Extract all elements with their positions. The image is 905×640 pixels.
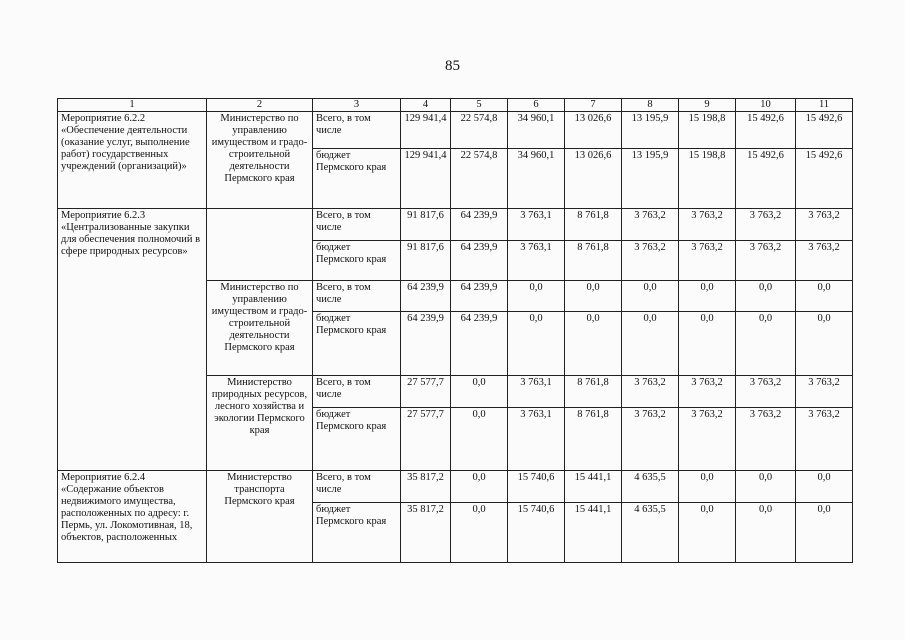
value-cell: 0,0 — [451, 471, 508, 503]
value-cell: 22 574,8 — [451, 112, 508, 149]
value-cell: 34 960,1 — [508, 149, 565, 209]
value-cell: 15 441,1 — [565, 471, 622, 503]
value-cell: 0,0 — [679, 312, 736, 376]
value-cell: 35 817,2 — [401, 471, 451, 503]
value-cell: 4 635,5 — [622, 503, 679, 563]
source-budget: бюджет Пермского края — [313, 312, 401, 376]
source-budget: бюджет Пермского края — [313, 149, 401, 209]
executor-resources-ministry: Министерство природных ресурсов, лесного хозяйства и экологии Пермского края — [207, 376, 313, 471]
value-cell: 0,0 — [565, 312, 622, 376]
value-cell: 0,0 — [451, 408, 508, 471]
value-cell: 13 195,9 — [622, 149, 679, 209]
value-cell: 64 239,9 — [401, 312, 451, 376]
value-cell: 64 239,9 — [401, 281, 451, 312]
value-cell: 91 817,6 — [401, 209, 451, 241]
value-cell: 0,0 — [796, 281, 853, 312]
table-row — [58, 471, 853, 503]
value-cell: 22 574,8 — [451, 149, 508, 209]
value-cell: 0,0 — [622, 312, 679, 376]
value-cell: 0,0 — [796, 312, 853, 376]
measure-6-2-2: Мероприятие 6.2.2 «Обеспечение деятельности (оказание услуг, выполнение работ) государственных учреждений (организаций)» — [58, 112, 207, 209]
value-cell: 0,0 — [796, 471, 853, 503]
value-cell: 64 239,9 — [451, 241, 508, 281]
value-cell: 0,0 — [508, 281, 565, 312]
header-cell: 9 — [679, 99, 736, 112]
value-cell: 3 763,2 — [679, 209, 736, 241]
value-cell: 3 763,2 — [622, 241, 679, 281]
value-cell: 0,0 — [796, 503, 853, 563]
value-cell: 27 577,7 — [401, 408, 451, 471]
value-cell: 3 763,2 — [796, 408, 853, 471]
value-cell: 8 761,8 — [565, 376, 622, 408]
value-cell: 0,0 — [736, 471, 796, 503]
value-cell: 64 239,9 — [451, 209, 508, 241]
value-cell: 13 026,6 — [565, 112, 622, 149]
value-cell: 8 761,8 — [565, 209, 622, 241]
value-cell: 3 763,1 — [508, 376, 565, 408]
header-cell: 7 — [565, 99, 622, 112]
value-cell: 64 239,9 — [451, 312, 508, 376]
value-cell: 3 763,2 — [622, 209, 679, 241]
header-cell: 1 — [58, 99, 207, 112]
value-cell: 15 740,6 — [508, 503, 565, 563]
value-cell: 0,0 — [679, 503, 736, 563]
value-cell: 27 577,7 — [401, 376, 451, 408]
value-cell: 91 817,6 — [401, 241, 451, 281]
value-cell: 0,0 — [508, 312, 565, 376]
value-cell: 3 763,2 — [679, 408, 736, 471]
value-cell: 15 740,6 — [508, 471, 565, 503]
value-cell: 129 941,4 — [401, 112, 451, 149]
header-cell: 8 — [622, 99, 679, 112]
value-cell: 3 763,1 — [508, 209, 565, 241]
value-cell: 64 239,9 — [451, 281, 508, 312]
header-cell: 2 — [207, 99, 313, 112]
value-cell: 3 763,2 — [622, 408, 679, 471]
source-total: Всего, в том числе — [313, 376, 401, 408]
table-row — [58, 112, 853, 149]
source-total: Всего, в том числе — [313, 209, 401, 241]
budget-table — [57, 98, 853, 563]
value-cell: 3 763,2 — [796, 241, 853, 281]
header-cell: 5 — [451, 99, 508, 112]
table-row — [58, 209, 853, 241]
page-number: 85 — [445, 58, 460, 74]
source-budget: бюджет Пермского края — [313, 241, 401, 281]
value-cell: 34 960,1 — [508, 112, 565, 149]
value-cell: 3 763,2 — [796, 376, 853, 408]
value-cell: 15 492,6 — [796, 112, 853, 149]
value-cell: 15 492,6 — [796, 149, 853, 209]
header-cell: 4 — [401, 99, 451, 112]
value-cell: 0,0 — [736, 281, 796, 312]
value-cell: 15 492,6 — [736, 112, 796, 149]
source-total: Всего, в том числе — [313, 471, 401, 503]
value-cell: 3 763,2 — [736, 376, 796, 408]
value-cell: 0,0 — [679, 281, 736, 312]
header-cell: 10 — [736, 99, 796, 112]
value-cell: 0,0 — [622, 281, 679, 312]
value-cell: 3 763,2 — [736, 209, 796, 241]
value-cell: 15 492,6 — [736, 149, 796, 209]
header-cell: 3 — [313, 99, 401, 112]
value-cell: 4 635,5 — [622, 471, 679, 503]
value-cell: 0,0 — [736, 312, 796, 376]
executor-transport-ministry: Министерство транспорта Пермского края — [207, 471, 313, 563]
value-cell: 15 441,1 — [565, 503, 622, 563]
value-cell: 0,0 — [736, 503, 796, 563]
source-budget: бюджет Пермского края — [313, 503, 401, 563]
source-budget: бюджет Пермского края — [313, 408, 401, 471]
value-cell: 15 198,8 — [679, 112, 736, 149]
measure-6-2-3: Мероприятие 6.2.3 «Централизованные закупки для обеспечения полномочий в сфере природных ресурсов» — [58, 209, 207, 471]
source-total: Всего, в том числе — [313, 112, 401, 149]
header-cell: 6 — [508, 99, 565, 112]
value-cell: 3 763,2 — [622, 376, 679, 408]
value-cell: 3 763,2 — [679, 376, 736, 408]
value-cell: 3 763,1 — [508, 408, 565, 471]
source-total: Всего, в том числе — [313, 281, 401, 312]
value-cell: 35 817,2 — [401, 503, 451, 563]
value-cell: 3 763,2 — [796, 209, 853, 241]
measure-6-2-4: Мероприятие 6.2.4 «Содержание объектов недвижимого имущества, расположенных по адресу: г. Пермь, ул. Локомотивная, 18, объектов, расположенных — [58, 471, 207, 563]
value-cell: 0,0 — [565, 281, 622, 312]
value-cell: 13 195,9 — [622, 112, 679, 149]
value-cell: 129 941,4 — [401, 149, 451, 209]
value-cell: 3 763,2 — [736, 241, 796, 281]
executor-empty — [207, 209, 313, 281]
value-cell: 13 026,6 — [565, 149, 622, 209]
value-cell: 8 761,8 — [565, 408, 622, 471]
header-cell: 11 — [796, 99, 853, 112]
value-cell: 0,0 — [451, 376, 508, 408]
executor-property-ministry: Министерство по управлению имуществом и градо-строительной деятельности Пермского края — [207, 112, 313, 209]
value-cell: 0,0 — [451, 503, 508, 563]
header-row — [58, 99, 853, 112]
value-cell: 3 763,2 — [679, 241, 736, 281]
value-cell: 8 761,8 — [565, 241, 622, 281]
value-cell: 3 763,1 — [508, 241, 565, 281]
value-cell: 0,0 — [679, 471, 736, 503]
value-cell: 3 763,2 — [736, 408, 796, 471]
executor-property-ministry: Министерство по управлению имуществом и градо-строительной деятельности Пермского края — [207, 281, 313, 376]
value-cell: 15 198,8 — [679, 149, 736, 209]
